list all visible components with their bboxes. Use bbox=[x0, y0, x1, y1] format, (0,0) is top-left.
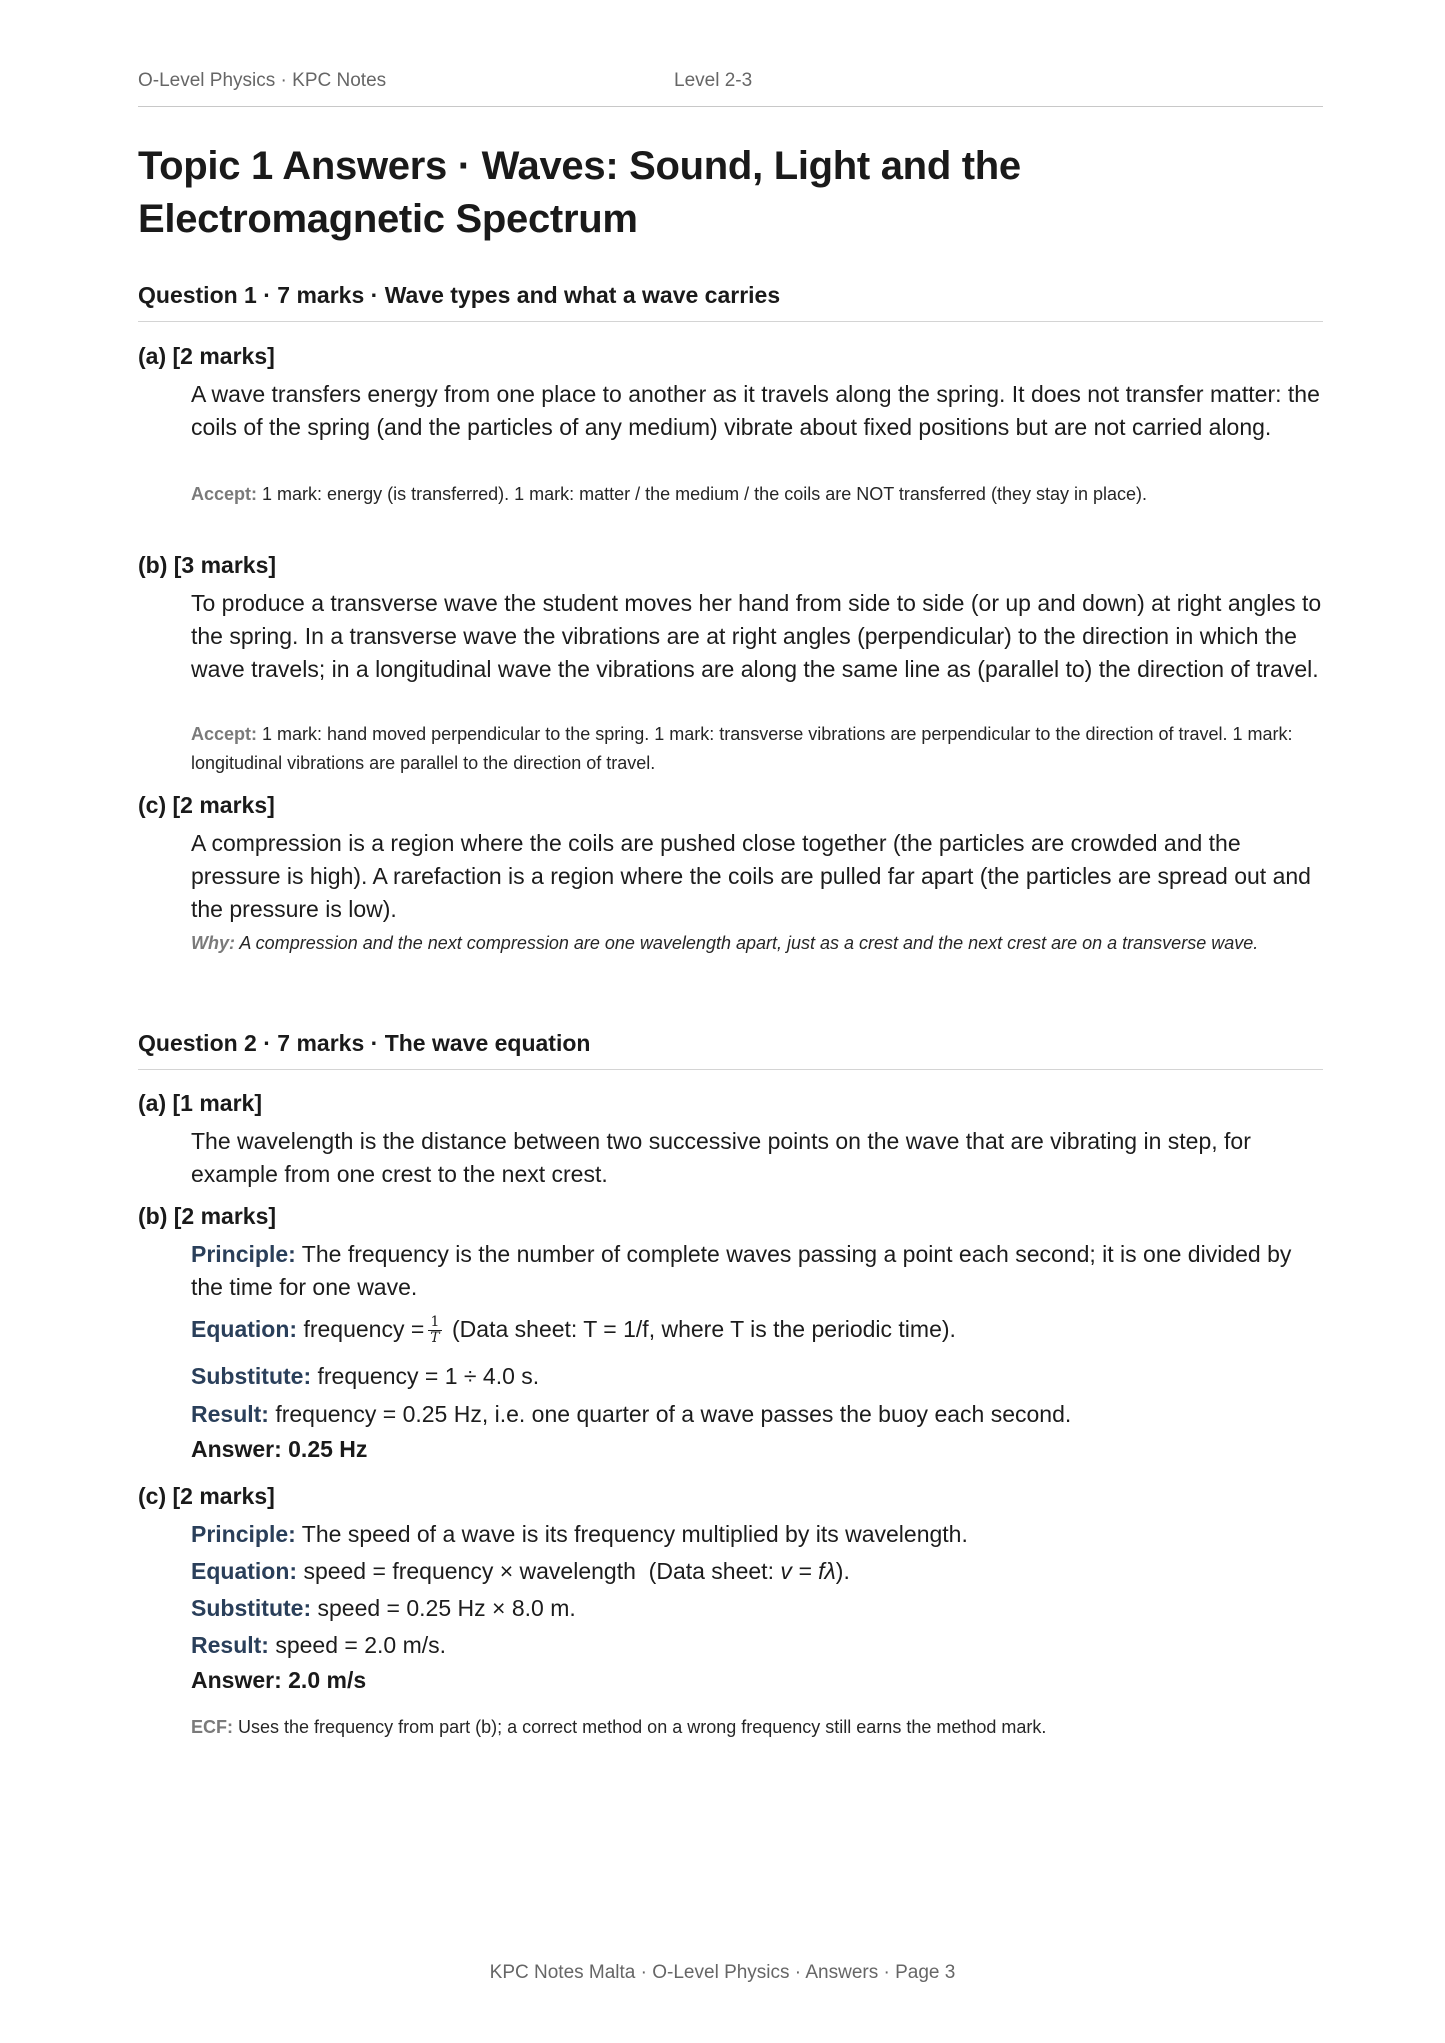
mark-note-text: 1 mark: hand moved perpendicular to the spring. 1 mark: transverse vibrations are perpendicular to the direction of travel. 1 mark: longitudinal vibrations are parallel to the direction of travel. bbox=[191, 724, 1293, 773]
q2c-principle bbox=[191, 1518, 1326, 1551]
q1-part-c-why-note bbox=[191, 929, 1326, 958]
result-text: frequency = 0.25 Hz, i.e. one quarter of a wave passes the buoy each second. bbox=[275, 1401, 1072, 1427]
substitute-text: frequency = 1 ÷ 4.0 s. bbox=[317, 1363, 540, 1389]
fraction-numerator: 1 bbox=[428, 1315, 441, 1331]
why-tag: Why: bbox=[191, 933, 235, 953]
header-left: O-Level Physics · KPC Notes bbox=[138, 70, 387, 91]
accept-tag: Accept: bbox=[191, 724, 258, 744]
q2-part-a-answer: The wavelength is the distance between two successive points on the wave that are vibrating in step, for example from one crest to the next crest. bbox=[191, 1128, 1251, 1187]
q1-part-c-label: (c) [2 marks] bbox=[138, 792, 275, 818]
q1-part-a-mark-note bbox=[191, 480, 1326, 509]
q2b-final-answer: Answer: 0.25 Hz bbox=[191, 1436, 368, 1462]
substitute-text: speed = 0.25 Hz × 8.0 m. bbox=[317, 1595, 576, 1621]
equation-math: v = fλ bbox=[780, 1558, 836, 1584]
q2c-substitute bbox=[191, 1592, 1326, 1625]
equation-label: Equation: bbox=[191, 1558, 298, 1584]
why-note-text: A compression and the next compression are one wavelength apart, just as a crest and the next crest are on a transverse wave. bbox=[239, 933, 1259, 953]
q1-part-b-label: (b) [3 marks] bbox=[138, 552, 277, 578]
equation-label: Equation: bbox=[191, 1316, 298, 1342]
fraction-one-over-t bbox=[428, 1315, 441, 1346]
header-level: Level 2-3 bbox=[674, 70, 753, 91]
equation-text: speed = frequency × wavelength (Data sheet: bbox=[303, 1558, 781, 1584]
q2c-ecf-note bbox=[191, 1713, 1326, 1742]
equation-datasheet: (Data sheet: T = 1/f, where T is the periodic time). bbox=[452, 1316, 956, 1342]
q2c-final-answer: Answer: 2.0 m/s bbox=[191, 1667, 367, 1693]
accept-tag: Accept: bbox=[191, 484, 258, 504]
question-2-heading: Question 2 · 7 marks · The wave equation bbox=[138, 1030, 1323, 1070]
q1-part-b-answer: To produce a transverse wave the student moves her hand from side to side (or up and down) at right angles to the spring. In a transverse wave the vibrations are at right angles (perpendicular) to the direction in which the wave travels; in a longitudinal wave the vibrations are along the same line as (parallel to) the direction of travel. bbox=[191, 590, 1322, 682]
mark-note-text: 1 mark: energy (is transferred). 1 mark: matter / the medium / the coils are NOT transferred (they stay in place). bbox=[262, 484, 1148, 504]
running-header bbox=[138, 70, 1323, 107]
result-label: Result: bbox=[191, 1401, 269, 1427]
q2c-equation bbox=[191, 1555, 1326, 1588]
principle-text: The frequency is the number of complete waves passing a point each second; it is one divided by the time for one wave. bbox=[191, 1241, 1292, 1300]
page-footer: KPC Notes Malta · O-Level Physics · Answers · Page 3 bbox=[489, 1962, 956, 1983]
q2c-result bbox=[191, 1629, 1326, 1662]
q2-part-c-label: (c) [2 marks] bbox=[138, 1483, 275, 1509]
equation-close: ). bbox=[835, 1558, 850, 1584]
equation-text: frequency = bbox=[303, 1316, 425, 1342]
q1-part-b-mark-note bbox=[191, 720, 1326, 778]
q1-part-a-answer: A wave transfers energy from one place to another as it travels along the spring. It does not transfer matter: the coils of the spring (and the particles of any medium) vibrate about fixed positions but are not carried along. bbox=[191, 381, 1320, 440]
ecf-tag: ECF: bbox=[191, 1717, 233, 1737]
principle-label: Principle: bbox=[191, 1241, 296, 1267]
result-text: speed = 2.0 m/s. bbox=[275, 1632, 447, 1658]
q2b-result bbox=[191, 1398, 1326, 1431]
result-label: Result: bbox=[191, 1632, 269, 1658]
q1-part-c-answer: A compression is a region where the coils are pushed close together (the particles are crowded and the pressure is high). A rarefaction is a region where the coils are pulled far apart (the particles are spread out and the pressure is low). bbox=[191, 830, 1311, 922]
principle-text: The speed of a wave is its frequency multiplied by its wavelength. bbox=[301, 1521, 968, 1547]
q1-part-a-label: (a) [2 marks] bbox=[138, 343, 275, 369]
q2-part-b-label: (b) [2 marks] bbox=[138, 1203, 277, 1229]
substitute-label: Substitute: bbox=[191, 1363, 312, 1389]
q2b-equation bbox=[191, 1313, 1326, 1346]
substitute-label: Substitute: bbox=[191, 1595, 312, 1621]
q2b-substitute bbox=[191, 1360, 1326, 1393]
ecf-note-text: Uses the frequency from part (b); a correct method on a wrong frequency still earns the method mark. bbox=[238, 1717, 1047, 1737]
page-title: Topic 1 Answers · Waves: Sound, Light and the Electromagnetic Spectrum bbox=[138, 144, 1021, 241]
principle-label: Principle: bbox=[191, 1521, 296, 1547]
q2-part-a-label: (a) [1 mark] bbox=[138, 1090, 262, 1116]
q2b-principle bbox=[191, 1238, 1326, 1304]
question-1-heading: Question 1 · 7 marks · Wave types and what a wave carries bbox=[138, 282, 1323, 322]
fraction-denominator: T bbox=[430, 1330, 440, 1347]
